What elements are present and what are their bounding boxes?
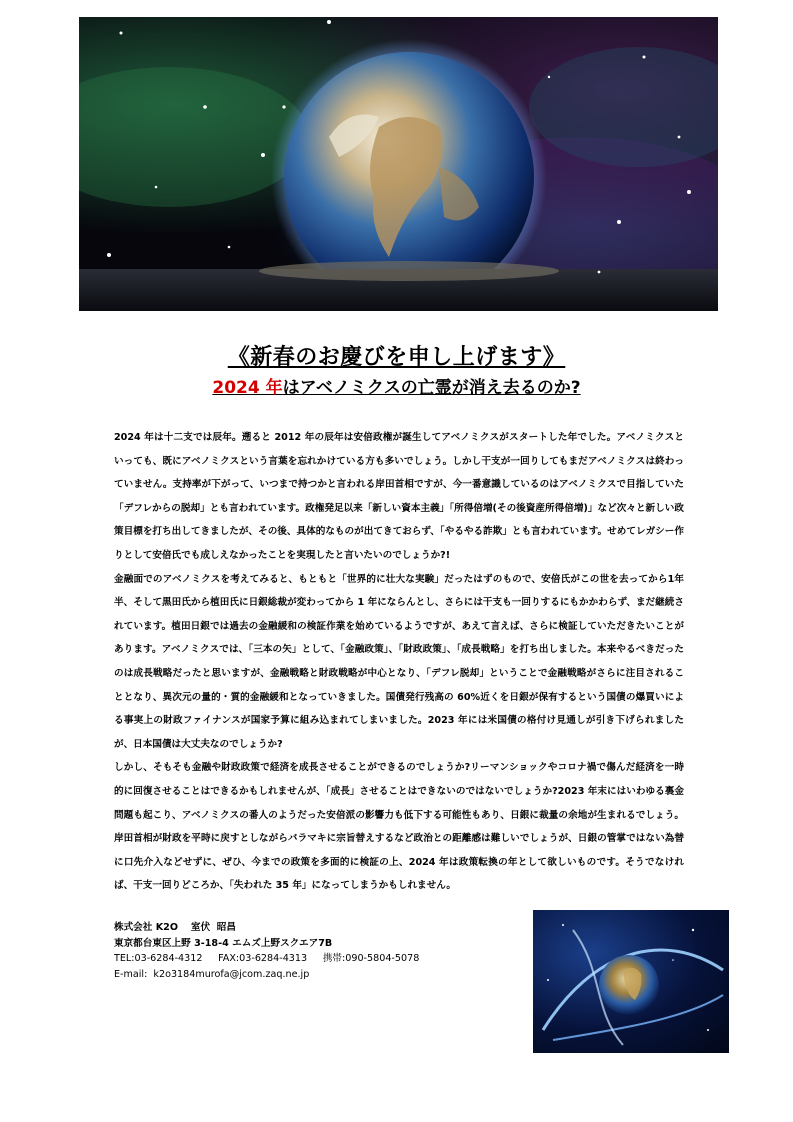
paragraph-3: しかし、そもそも金融や財政政策で経済を成長させることができるのでしょうか?リーマンショックやコロナ禍で傷んだ経済を一時的に回復させることはできるかもしれませんが、「成長」させることはできないのではないでしょうか?2023 年末にはいわゆる裏金問題も起こり、アベノミクスの番人のようだった安倍派の影響力も低下する可能性もあり、日銀に裁量の余地が生まれるでしょう。岸田首相が財政を平時に戻すとしながらバラマキに宗旨替えするなど政治との距離感は難しいでしょうが、日銀の管掌ではない為替に口先介入などせずに、ぜひ、今までの政策を多面的に検証の上、2024 年は政策転換の年として欲しいものです。そうでなければ、干支一回りどころか、「失われた 35 年」になってしまうかもしれません。 [114, 762, 684, 892]
header-earth-image [79, 17, 718, 311]
article-body [114, 426, 684, 898]
page-title: 《新春のお慶びを申し上げます》 [227, 345, 566, 370]
company-name: 株式会社 K2O 室伏 昭昌 [114, 922, 236, 933]
paragraph-2: 金融面でのアベノミクスを考えてみると、もともと「世界的に壮大な実験」だったはずのもので、安倍氏がこの世を去ってから1年半、そして黒田氏から植田氏に日銀総裁が変わってから 1 年にならんとし、さらには干支も一回りするにもかかわらず、まだ継続されています。植田日銀では過去の金融緩和の検証作業を始めているようですが、あえて言えば、さらに検証していただきたいことがあります。アベノミクスでは、「三本の矢」として、「金融政策」、「財政政策」、「成長戦略」を打ち出しました。本来やるべきだったのは成長戦略だったと思いますが、金融戦略と財政戦略が中心となり、「デフレ脱却」ということで金融戦略がさらに注目されることとなり、異次元の量的・質的金融緩和となっていきました。国債発行残高の 60%近くを日銀が保有するという国債の爆買いによる事実上の財政ファイナンスが国家予算に組み込まれてしまいました。2023 年には米国債の格付け見通しが引き下げられましたが、日本国債は大丈夫なのでしょうか? [114, 573, 684, 750]
subtitle-year: 2024 年 [212, 378, 283, 398]
earth-with-light-trails-image [533, 910, 729, 1053]
phone-numbers: TEL:03-6284-4312 FAX:03-6284-4313 携帯:090-5804-5078 [114, 953, 420, 965]
page-subtitle [0, 373, 793, 398]
subtitle-text: はアベノミクスの亡霊が消え去るのか? [282, 378, 581, 398]
signature-block [114, 920, 419, 982]
earth-in-space-image [79, 17, 718, 311]
address: 東京都台東区上野 3-18-4 エムズ上野スクエア7B [114, 937, 333, 949]
footer-earth-image [533, 910, 729, 1053]
email: E-mail: k2o3184murofa@jcom.zaq.ne.jp [114, 968, 310, 980]
paragraph-1: 2024 年は十二支では辰年。遡ると 2012 年の辰年は安倍政権が誕生してアベノミクスがスタートした年でした。アベノミクスといっても、既にアベノミクスという言葉を忘れかけている方も多いでしょう。しかし干支が一回りしてもまだアベノミクスは終わっていません。支持率が下がって、いつまで持つかと言われる岸田首相ですが、今一番意識しているのはアベノミクスで目指していた「デフレからの脱却」とも言われています。政権発足以来「新しい資本主義」「所得倍増(その後資産所得倍増)」など次々と新しい政策目標を打ち出してきましたが、その後、具体的なものが出てきておらず、「やるやる詐欺」とも言われています。せめてレガシー作りとして安倍氏でも成しえなかったことを実現したと言いたいのでしょうか?! [114, 432, 684, 561]
